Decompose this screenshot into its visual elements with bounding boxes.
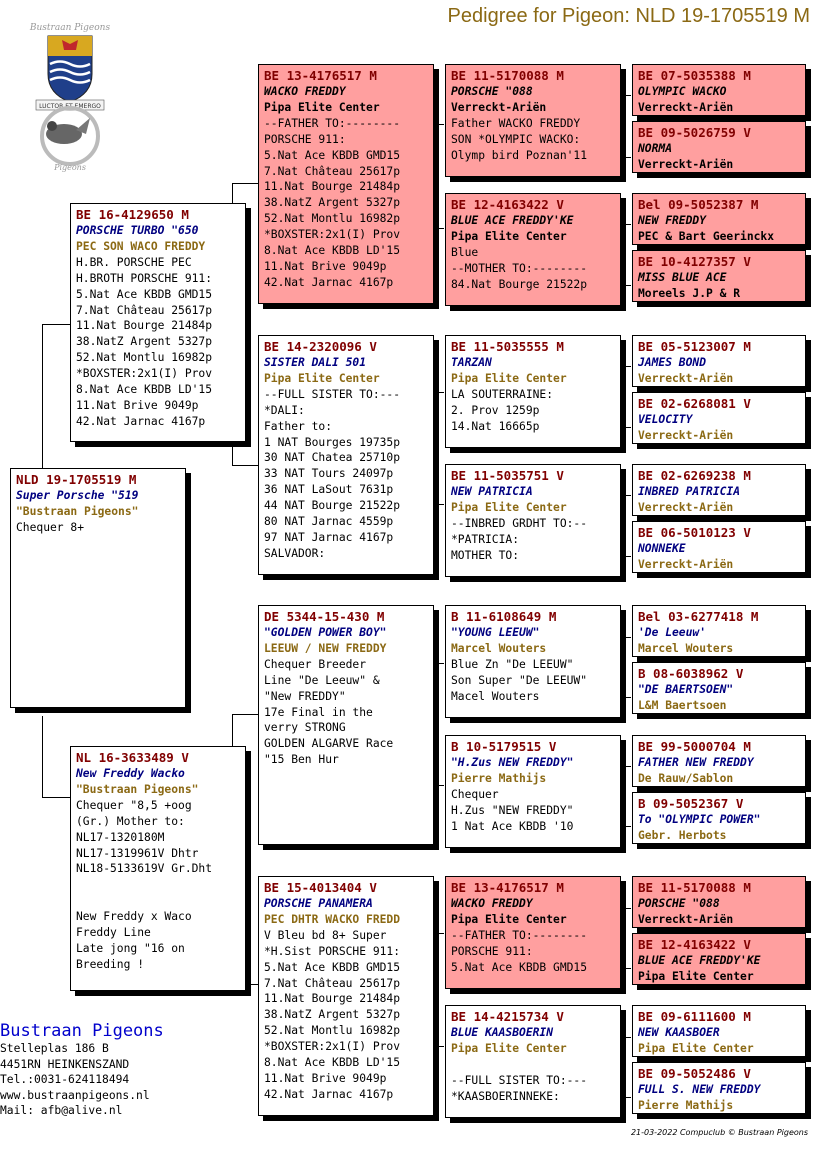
ring-number: DE 5344-15-430 M xyxy=(264,609,385,624)
info-line: Son Super "De LEEUW" xyxy=(451,673,588,687)
info-line: 8.Nat Ace KBDB LD'15 xyxy=(76,383,213,397)
pigeon-name: WACKO FREDDY xyxy=(451,897,533,910)
pigeon-name: JAMES BOND xyxy=(638,356,707,369)
info-line: 11.Nat Brive 9049p xyxy=(76,398,199,412)
ring-number: BE 06-5010123 V xyxy=(638,525,751,540)
ring-number: BE 09-5026759 V xyxy=(638,125,751,140)
ring-number: BE 12-4163422 V xyxy=(451,197,564,212)
breeder-name: Pipa Elite Center xyxy=(451,500,567,514)
breeder-name: Verreckt-Ariën xyxy=(638,912,734,926)
ring-number: BE 09-6111600 M xyxy=(638,1009,751,1024)
pigeon-card-ddd[interactable] xyxy=(445,1005,621,1118)
info-line: *BOXSTER:2x1(I) Prov xyxy=(264,1040,401,1054)
pigeon-card-g8[interactable] xyxy=(632,521,806,573)
connector-line xyxy=(620,495,631,496)
pigeon-card-dds[interactable] xyxy=(445,876,621,989)
pigeon-name: NEW KAASBOER xyxy=(638,1026,720,1039)
info-line: V Bleu bd 8+ Super xyxy=(264,928,387,942)
breeder-name: Verreckt-Ariën xyxy=(638,500,734,514)
pigeon-card-g16[interactable] xyxy=(632,1062,806,1114)
breeder-name: PEC & Bart Geerinckx xyxy=(638,229,775,243)
info-line: 33 NAT Tours 24097p xyxy=(264,467,394,481)
breeder-name: Verreckt-Ariën xyxy=(638,157,734,171)
connector-line xyxy=(620,95,631,96)
info-line: Breeding ! xyxy=(76,957,145,971)
info-line: --FULL SISTER TO:--- xyxy=(451,1073,588,1087)
pigeon-name: NEW PATRICIA xyxy=(451,485,533,498)
info-line: 36 NAT LaSout 7631p xyxy=(264,483,394,497)
info-line: 1 Nat Ace KBDB '10 xyxy=(451,819,574,833)
info-line: 11.Nat Bourge 21484p xyxy=(264,992,401,1006)
info-line: Chequer "8,5 +oog xyxy=(76,798,192,812)
pigeon-name: FULL S. NEW FREDDY xyxy=(638,1083,761,1096)
info-line: 8.Nat Ace KBDB LD'15 xyxy=(264,244,401,258)
pigeon-card-g11[interactable] xyxy=(632,735,806,787)
ring-number: BE 14-2320096 V xyxy=(264,339,377,354)
pigeon-name: "GOLDEN POWER BOY" xyxy=(264,626,387,639)
logo-bottom-text: Pigeons xyxy=(54,163,86,172)
connector-line xyxy=(620,366,631,367)
info-line: 80 NAT Jarnac 4559p xyxy=(264,515,394,529)
breeder-name: Pipa Elite Center xyxy=(451,371,567,385)
info-line: --FATHER TO:-------- xyxy=(264,116,401,130)
info-line: "New FREDDY" xyxy=(264,689,346,703)
breeder-name: Pipa Elite Center xyxy=(451,1041,567,1055)
ring-number: BE 13-4176517 M xyxy=(451,880,564,895)
breeder-name: Pipa Elite Center xyxy=(638,1041,754,1055)
info-line: Macel Wouters xyxy=(451,689,540,703)
ring-number: Bel 03-6277418 M xyxy=(638,609,759,624)
ring-number: BE 05-5123007 M xyxy=(638,339,751,354)
pigeon-name: NEW FREDDY xyxy=(638,214,707,227)
connector-line xyxy=(42,324,43,468)
pigeon-card-g9[interactable] xyxy=(632,605,806,657)
connector-line xyxy=(620,1097,631,1098)
info-line: 42.Nat Jarnac 4167p xyxy=(76,414,206,428)
breeder-name: Marcel Wouters xyxy=(451,641,547,655)
connector-line xyxy=(620,908,631,909)
info-line: 11.Nat Brive 9049p xyxy=(264,1071,387,1085)
info-line: --FATHER TO:-------- xyxy=(451,928,588,942)
breeder-name: Verreckt-Ariën xyxy=(638,100,734,114)
pigeon-name: 'De Leeuw' xyxy=(638,626,707,639)
connector-line xyxy=(42,716,43,797)
pigeon-name: PORSCHE PANAMERA xyxy=(264,897,373,910)
pigeon-name: WACKO FREDDY xyxy=(264,85,346,98)
breeder-name: Pierre Mathijs xyxy=(638,1098,734,1112)
info-line: LA SOUTERRAINE: xyxy=(451,387,554,401)
info-line: Line "De Leeuw" & xyxy=(264,673,380,687)
pigeon-card-dd[interactable] xyxy=(258,876,434,1116)
ring-number: BE 09-5052486 V xyxy=(638,1066,751,1081)
phone-line: Tel.:0031-624118494 xyxy=(0,1073,130,1086)
info-line: NL18-5133619V Gr.Dht xyxy=(76,862,213,876)
connector-line xyxy=(620,766,631,767)
breeder-name: Pipa Elite Center xyxy=(451,229,567,243)
pigeon-name: PORSCHE "088 xyxy=(451,85,533,98)
pigeon-card-sdd[interactable] xyxy=(445,464,621,577)
ring-number: BE 14-4215734 V xyxy=(451,1009,564,1024)
pigeon-card-subject[interactable] xyxy=(10,468,186,708)
info-line: 11.Nat Bourge 21484p xyxy=(264,180,401,194)
info-line: 44 NAT Bourge 21522p xyxy=(264,499,401,513)
breeder-name: Pipa Elite Center xyxy=(264,100,380,114)
ring-number: BE 99-5000704 M xyxy=(638,739,751,754)
info-line: Chequer xyxy=(451,787,499,801)
info-line: Blue Zn "De LEEUW" xyxy=(451,657,574,671)
info-line: 5.Nat Ace KBDB GMD15 xyxy=(451,960,588,974)
connector-line xyxy=(620,157,631,158)
pigeon-name: Super Porsche "519 xyxy=(16,489,139,502)
info-line: H.Zus "NEW FREDDY" xyxy=(451,803,574,817)
email-link[interactable]: Mail: afb@alive.nl xyxy=(0,1104,123,1117)
ring-number: BE 16-4129650 M xyxy=(76,207,189,222)
ring-number: NLD 19-1705519 M xyxy=(16,472,137,487)
info-line: *BOXSTER:2x1(I) Prov xyxy=(264,228,401,242)
loft-name: Bustraan Pigeons xyxy=(0,1021,164,1041)
connector-line xyxy=(620,1037,631,1038)
info-line: NL17-1319961V Dhtr xyxy=(76,846,199,860)
info-line: 38.NatZ Argent 5327p xyxy=(76,335,213,349)
connector-line xyxy=(232,714,259,715)
info-line: Late jong "16 on xyxy=(76,941,185,955)
ring-number: BE 11-5170088 M xyxy=(638,880,751,895)
pigeon-card-g4[interactable] xyxy=(632,250,806,302)
breeder-name: PEC SON WACO FREDDY xyxy=(76,239,206,253)
pigeon-card-g10[interactable] xyxy=(632,662,806,714)
info-line: PORSCHE 911: xyxy=(451,944,533,958)
info-line: 7.Nat Château 25617p xyxy=(264,976,401,990)
breeder-name: Verreckt-Ariën xyxy=(638,428,734,442)
connector-line xyxy=(620,556,631,557)
pigeon-name: BLUE ACE FREDDY'KE xyxy=(451,214,574,227)
info-line: 38.NatZ Argent 5327p xyxy=(264,1008,401,1022)
info-line: 30 NAT Chatea 25710p xyxy=(264,451,401,465)
ring-number: BE 10-4127357 V xyxy=(638,254,751,269)
pigeon-name: TARZAN xyxy=(451,356,492,369)
connector-line xyxy=(232,465,259,466)
connector-line xyxy=(232,183,259,184)
info-line: PORSCHE 911: xyxy=(264,132,346,146)
info-line: Freddy Line xyxy=(76,926,151,940)
pigeon-name: PORSCHE TURBO "650 xyxy=(76,224,199,237)
breeder-name: De Rauw/Sablon xyxy=(638,771,734,785)
info-line: Father WACKO FREDDY xyxy=(451,116,581,130)
info-line: H.BROTH PORSCHE 911: xyxy=(76,271,213,285)
info-line: *BOXSTER:2x1(I) Prov xyxy=(76,367,213,381)
pigeon-name: NORMA xyxy=(638,142,673,155)
pigeon-card-g7[interactable] xyxy=(632,464,806,516)
info-line: --MOTHER TO:-------- xyxy=(451,261,588,275)
pigeon-name: NONNEKE xyxy=(638,542,686,555)
info-line: 52.Nat Montlu 16982p xyxy=(264,212,401,226)
pigeon-card-sire[interactable] xyxy=(70,203,246,442)
ring-number: BE 12-4163422 V xyxy=(638,937,751,952)
info-line xyxy=(76,877,240,893)
breeder-name: Moreels J.P & R xyxy=(638,286,741,300)
info-line: 84.Nat Bourge 21522p xyxy=(451,277,588,291)
info-line: 7.Nat Château 25617p xyxy=(264,164,401,178)
pigeon-card-g15[interactable] xyxy=(632,1005,806,1057)
info-line: SALVADOR: xyxy=(264,546,326,560)
connector-line xyxy=(620,427,631,428)
info-line xyxy=(451,1057,615,1073)
info-line: --FULL SISTER TO:--- xyxy=(264,387,401,401)
connector-line xyxy=(42,324,70,325)
breeder-name: Verreckt-Ariën xyxy=(451,100,547,114)
pigeon-card-g5[interactable] xyxy=(632,335,806,387)
pigeon-name: PORSCHE "088 xyxy=(638,897,720,910)
info-line: 42.Nat Jarnac 4167p xyxy=(264,1087,394,1101)
info-line: verry STRONG xyxy=(264,721,346,735)
breeder-name: Verreckt-Ariën xyxy=(638,557,734,571)
info-line: 1 NAT Bourges 19735p xyxy=(264,435,401,449)
breeder-name: LEEUW / NEW FREDDY xyxy=(264,641,387,655)
ring-number: BE 11-5170088 M xyxy=(451,68,564,83)
info-line: *DALI: xyxy=(264,403,305,417)
logo-banner: LUCTOR ET EMERGO xyxy=(39,103,101,110)
ring-number: BE 11-5035555 M xyxy=(451,339,564,354)
pigeon-name: FATHER NEW FREDDY xyxy=(638,756,754,769)
connector-line xyxy=(620,826,631,827)
connector-line xyxy=(620,224,631,225)
connector-line xyxy=(42,797,70,798)
pigeon-card-g2[interactable] xyxy=(632,121,806,173)
breeder-name: Pierre Mathijs xyxy=(451,771,547,785)
breeder-name: Pipa Elite Center xyxy=(638,969,754,983)
info-line: Chequer Breeder xyxy=(264,657,367,671)
info-line: Blue xyxy=(451,245,479,259)
pigeon-card-g6[interactable] xyxy=(632,392,806,444)
info-line: GOLDEN ALGARVE Race xyxy=(264,737,394,751)
pigeon-card-g12[interactable] xyxy=(632,792,806,844)
info-line: (Gr.) Mother to: xyxy=(76,814,185,828)
pigeon-name: BLUE ACE FREDDY'KE xyxy=(638,954,761,967)
breeder-name: PEC DHTR WACKO FREDD xyxy=(264,912,401,926)
connector-line xyxy=(620,285,631,286)
connector-line xyxy=(620,697,631,698)
breeder-name: Verreckt-Ariën xyxy=(638,371,734,385)
ring-number: Bel 09-5052387 M xyxy=(638,197,759,212)
club-logo xyxy=(14,14,126,174)
info-line: MOTHER TO: xyxy=(451,548,520,562)
pigeon-card-ds[interactable] xyxy=(258,605,434,845)
pigeon-card-sd[interactable] xyxy=(258,335,434,575)
info-line: 5.Nat Ace KBDB GMD15 xyxy=(264,148,401,162)
postcode-line: 4451RN HEINKENSZAND xyxy=(0,1057,130,1071)
ring-number: BE 07-5035388 M xyxy=(638,68,751,83)
info-line: *KAASBOERINNEKE: xyxy=(451,1089,560,1103)
breeder-name: Gebr. Herbots xyxy=(638,828,727,842)
website-link[interactable]: www.bustraanpigeons.nl xyxy=(0,1088,150,1102)
info-line: 38.NatZ Argent 5327p xyxy=(264,196,401,210)
pigeon-name: INBRED PATRICIA xyxy=(638,485,741,498)
contact-block xyxy=(0,1021,164,1119)
pigeon-card-g1[interactable] xyxy=(632,64,806,116)
info-line: 11.Nat Bourge 21484p xyxy=(76,319,213,333)
breeder-name: Pipa Elite Center xyxy=(264,371,380,385)
info-line: 5.Nat Ace KBDB GMD15 xyxy=(264,960,401,974)
info-line: SON *OLYMPIC WACKO: xyxy=(451,132,581,146)
pigeon-card-g3[interactable] xyxy=(632,193,806,245)
pigeon-card-dss[interactable] xyxy=(445,605,621,718)
pigeon-card-sss[interactable] xyxy=(445,64,621,177)
info-line: 52.Nat Montlu 16982p xyxy=(76,351,213,365)
logo-top-text: Bustraan Pigeons xyxy=(29,23,111,33)
info-line: NL17-1320180M xyxy=(76,830,165,844)
breeder-name: "Bustraan Pigeons" xyxy=(76,782,199,796)
info-line: 97 NAT Jarnac 4167p xyxy=(264,530,394,544)
info-line: 42.Nat Jarnac 4167p xyxy=(264,275,394,289)
ring-number: BE 02-6269238 M xyxy=(638,468,751,483)
info-line: 7.Nat Château 25617p xyxy=(76,303,213,317)
pigeon-card-dsd[interactable] xyxy=(445,735,621,848)
ring-number: BE 15-4013404 V xyxy=(264,880,377,895)
ring-number: BE 02-6268081 V xyxy=(638,396,751,411)
pigeon-name: New Freddy Wacko xyxy=(76,767,185,780)
pigeon-name: "H.Zus NEW FREDDY" xyxy=(451,756,574,769)
breeder-name: Marcel Wouters xyxy=(638,641,734,655)
info-line: Chequer 8+ xyxy=(16,520,85,534)
info-line: H.BR. PORSCHE PEC xyxy=(76,255,192,269)
breeder-name: L&M Baertsoen xyxy=(638,698,727,712)
info-line: 17e Final in the xyxy=(264,705,373,719)
ring-number: B 11-6108649 M xyxy=(451,609,557,624)
pigeon-name: MISS BLUE ACE xyxy=(638,271,727,284)
info-line: 11.Nat Brive 9049p xyxy=(264,259,387,273)
ring-number: B 10-5179515 V xyxy=(451,739,557,754)
ring-number: BE 11-5035751 V xyxy=(451,468,564,483)
pigeon-name: To "OLYMPIC POWER" xyxy=(638,813,761,826)
ring-number: B 08-6038962 V xyxy=(638,666,744,681)
breeder-name: "Bustraan Pigeons" xyxy=(16,504,139,518)
info-line: 5.Nat Ace KBDB GMD15 xyxy=(76,287,213,301)
connector-line xyxy=(620,968,631,969)
pigeon-name: VELOCITY xyxy=(638,413,693,426)
ring-number: BE 13-4176517 M xyxy=(264,68,377,83)
pigeon-card-g13[interactable] xyxy=(632,876,806,928)
info-line: 2. Prov 1259p xyxy=(451,403,540,417)
info-line: 14.Nat 16665p xyxy=(451,419,540,433)
info-line: Olymp bird Poznan'11 xyxy=(451,148,588,162)
pigeon-card-dam[interactable] xyxy=(70,746,246,991)
breeder-name: Pipa Elite Center xyxy=(451,912,567,926)
info-line: 8.Nat Ace KBDB LD'15 xyxy=(264,1056,401,1070)
connector-line xyxy=(620,637,631,638)
pigeon-card-ss[interactable] xyxy=(258,64,434,304)
info-line: New Freddy x Waco xyxy=(76,910,192,924)
pigeon-card-g14[interactable] xyxy=(632,933,806,985)
info-line xyxy=(76,893,240,909)
address-line: Stelleplas 186 B xyxy=(0,1042,109,1055)
info-line: 52.Nat Montlu 16982p xyxy=(264,1024,401,1038)
ring-number: B 09-5052367 V xyxy=(638,796,744,811)
pigeon-name: "DE BAERTSOEN" xyxy=(638,683,734,696)
footer-credit: 21-03-2022 Compuclub © Bustraan Pigeons xyxy=(630,1128,808,1137)
pigeon-name: "YOUNG LEEUW" xyxy=(451,626,540,639)
pigeon-card-ssd[interactable] xyxy=(445,193,621,306)
info-line: "15 Ben Hur xyxy=(264,753,339,767)
page-title: Pedigree for Pigeon: NLD 19-1705519 M xyxy=(447,5,810,27)
ring-number: NL 16-3633489 V xyxy=(76,750,189,765)
info-line: --INBRED GRDHT TO:-- xyxy=(451,516,588,530)
pigeon-card-sds[interactable] xyxy=(445,335,621,448)
pigeon-name: BLUE KAASBOERIN xyxy=(451,1026,554,1039)
info-line: Father to: xyxy=(264,419,333,433)
info-line: *H.Sist PORSCHE 911: xyxy=(264,944,401,958)
info-line: *PATRICIA: xyxy=(451,532,520,546)
pigeon-name: OLYMPIC WACKO xyxy=(638,85,727,98)
pigeon-name: SISTER DALI 501 xyxy=(264,356,367,369)
